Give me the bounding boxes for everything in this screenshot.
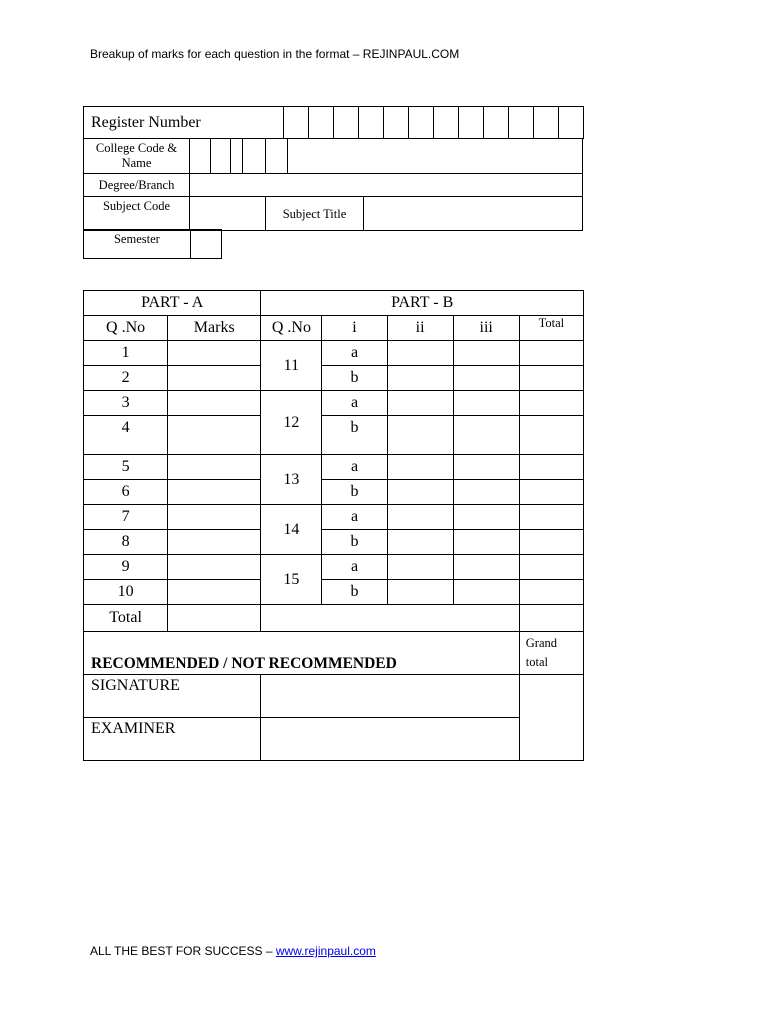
sub-a: a — [322, 555, 387, 580]
register-digit-box[interactable] — [409, 107, 434, 139]
q-no-header: Q .No — [84, 316, 168, 341]
part-b-header: PART - B — [261, 291, 584, 316]
marks-cell[interactable] — [168, 416, 261, 455]
marks-cell[interactable] — [519, 416, 583, 455]
footer-text: ALL THE BEST FOR SUCCESS – — [90, 944, 276, 958]
marks-cell[interactable] — [387, 366, 453, 391]
marks-cell[interactable] — [453, 480, 519, 505]
subject-code-field[interactable] — [190, 197, 266, 231]
table-row: 3 — [84, 391, 168, 416]
marks-cell[interactable] — [453, 505, 519, 530]
sub-a: a — [322, 505, 387, 530]
part-b-question: 15 — [261, 555, 322, 605]
marks-cell[interactable] — [519, 505, 583, 530]
part-b-question: 12 — [261, 391, 322, 455]
table-row: 7 — [84, 505, 168, 530]
marks-table — [83, 290, 584, 761]
examiner-label: EXAMINER — [84, 718, 261, 761]
degree-branch-field[interactable] — [190, 174, 583, 197]
marks-cell[interactable] — [168, 555, 261, 580]
semester-table — [83, 229, 222, 259]
marks-cell[interactable] — [387, 505, 453, 530]
register-digit-box[interactable] — [359, 107, 384, 139]
marks-cell[interactable] — [519, 480, 583, 505]
register-digit-box[interactable] — [334, 107, 359, 139]
sub-a: a — [322, 455, 387, 480]
semester-label: Semester — [84, 230, 191, 259]
signature-label: SIGNATURE — [84, 675, 261, 718]
register-digit-box[interactable] — [459, 107, 484, 139]
marks-cell[interactable] — [453, 416, 519, 455]
sub-b: b — [322, 366, 387, 391]
register-digit-box[interactable] — [284, 107, 309, 139]
marks-cell[interactable] — [453, 391, 519, 416]
subject-code-label: Subject Code — [84, 197, 190, 231]
subject-title-label: Subject Title — [266, 197, 364, 231]
table-row: 5 — [84, 455, 168, 480]
register-number-label: Register Number — [84, 107, 284, 139]
register-digit-box[interactable] — [309, 107, 334, 139]
sub-b: b — [322, 416, 387, 455]
marks-cell[interactable] — [453, 366, 519, 391]
signature-field[interactable] — [261, 675, 519, 718]
col-total-header: Total — [519, 316, 583, 341]
exam-info-table — [83, 138, 583, 231]
register-digit-box[interactable] — [559, 107, 584, 139]
semester-field[interactable] — [190, 230, 221, 259]
sub-b: b — [322, 480, 387, 505]
table-row: 1 — [84, 341, 168, 366]
sub-b: b — [322, 530, 387, 555]
college-code-box[interactable] — [190, 139, 211, 174]
table-row: 4 — [84, 416, 168, 455]
marks-cell[interactable] — [519, 391, 583, 416]
marks-cell[interactable] — [519, 555, 583, 580]
marks-cell[interactable] — [519, 580, 583, 605]
college-code-box[interactable] — [243, 139, 266, 174]
marks-cell[interactable] — [453, 341, 519, 366]
part-b-total-field[interactable] — [261, 605, 519, 632]
marks-cell[interactable] — [168, 391, 261, 416]
register-digit-box[interactable] — [484, 107, 509, 139]
marks-cell[interactable] — [387, 555, 453, 580]
marks-cell[interactable] — [387, 580, 453, 605]
grand-total-label: Grand total — [519, 632, 583, 675]
table-row: 10 — [84, 580, 168, 605]
page-footer — [90, 944, 376, 958]
register-digit-box[interactable] — [509, 107, 534, 139]
marks-cell[interactable] — [387, 391, 453, 416]
marks-header: Marks — [168, 316, 261, 341]
marks-cell[interactable] — [519, 530, 583, 555]
degree-branch-label: Degree/Branch — [84, 174, 190, 197]
marks-cell[interactable] — [168, 480, 261, 505]
college-name-field[interactable] — [288, 139, 583, 174]
marks-cell[interactable] — [387, 530, 453, 555]
part-a-total-label: Total — [84, 605, 168, 632]
total-field[interactable] — [519, 605, 583, 632]
marks-cell[interactable] — [453, 580, 519, 605]
table-row: 9 — [84, 555, 168, 580]
marks-cell[interactable] — [168, 505, 261, 530]
part-b-question: 14 — [261, 505, 322, 555]
marks-cell[interactable] — [387, 480, 453, 505]
marks-cell[interactable] — [168, 530, 261, 555]
part-b-question: 13 — [261, 455, 322, 505]
sub-a: a — [322, 391, 387, 416]
register-digit-box[interactable] — [434, 107, 459, 139]
marks-cell[interactable] — [387, 341, 453, 366]
marks-cell[interactable] — [168, 455, 261, 480]
college-code-box[interactable] — [266, 139, 288, 174]
col-ii-header: ii — [387, 316, 453, 341]
q-no-b-header: Q .No — [261, 316, 322, 341]
register-number-table — [83, 106, 584, 139]
table-row: 6 — [84, 480, 168, 505]
part-a-header: PART - A — [84, 291, 261, 316]
examiner-field[interactable] — [261, 718, 519, 761]
table-row: 8 — [84, 530, 168, 555]
marks-cell[interactable] — [168, 341, 261, 366]
register-digit-box[interactable] — [384, 107, 409, 139]
sub-a: a — [322, 341, 387, 366]
marks-cell[interactable] — [168, 580, 261, 605]
website-link[interactable]: www.rejinpaul.com — [275, 944, 376, 958]
marks-cell[interactable] — [387, 455, 453, 480]
table-row: 2 — [84, 366, 168, 391]
marks-cell[interactable] — [519, 341, 583, 366]
page-header: Breakup of marks for each question in the format – REJINPAUL.COM — [90, 47, 460, 61]
col-iii-header: iii — [453, 316, 519, 341]
college-code-box[interactable] — [211, 139, 231, 174]
marks-cell[interactable] — [453, 555, 519, 580]
part-a-total-field[interactable] — [168, 605, 261, 632]
marks-cell[interactable] — [168, 366, 261, 391]
sub-b: b — [322, 580, 387, 605]
marks-cell[interactable] — [519, 366, 583, 391]
college-code-label: College Code & Name — [84, 139, 190, 174]
register-digit-box[interactable] — [534, 107, 559, 139]
marks-cell[interactable] — [519, 455, 583, 480]
marks-cell[interactable] — [453, 455, 519, 480]
subject-title-field[interactable] — [364, 197, 583, 231]
col-i-header: i — [322, 316, 387, 341]
grand-total-field[interactable] — [519, 675, 583, 761]
recommendation-label: RECOMMENDED / NOT RECOMMENDED — [84, 632, 520, 675]
marks-cell[interactable] — [453, 530, 519, 555]
marks-cell[interactable] — [387, 416, 453, 455]
college-code-box[interactable] — [231, 139, 243, 174]
part-b-question: 11 — [261, 341, 322, 391]
